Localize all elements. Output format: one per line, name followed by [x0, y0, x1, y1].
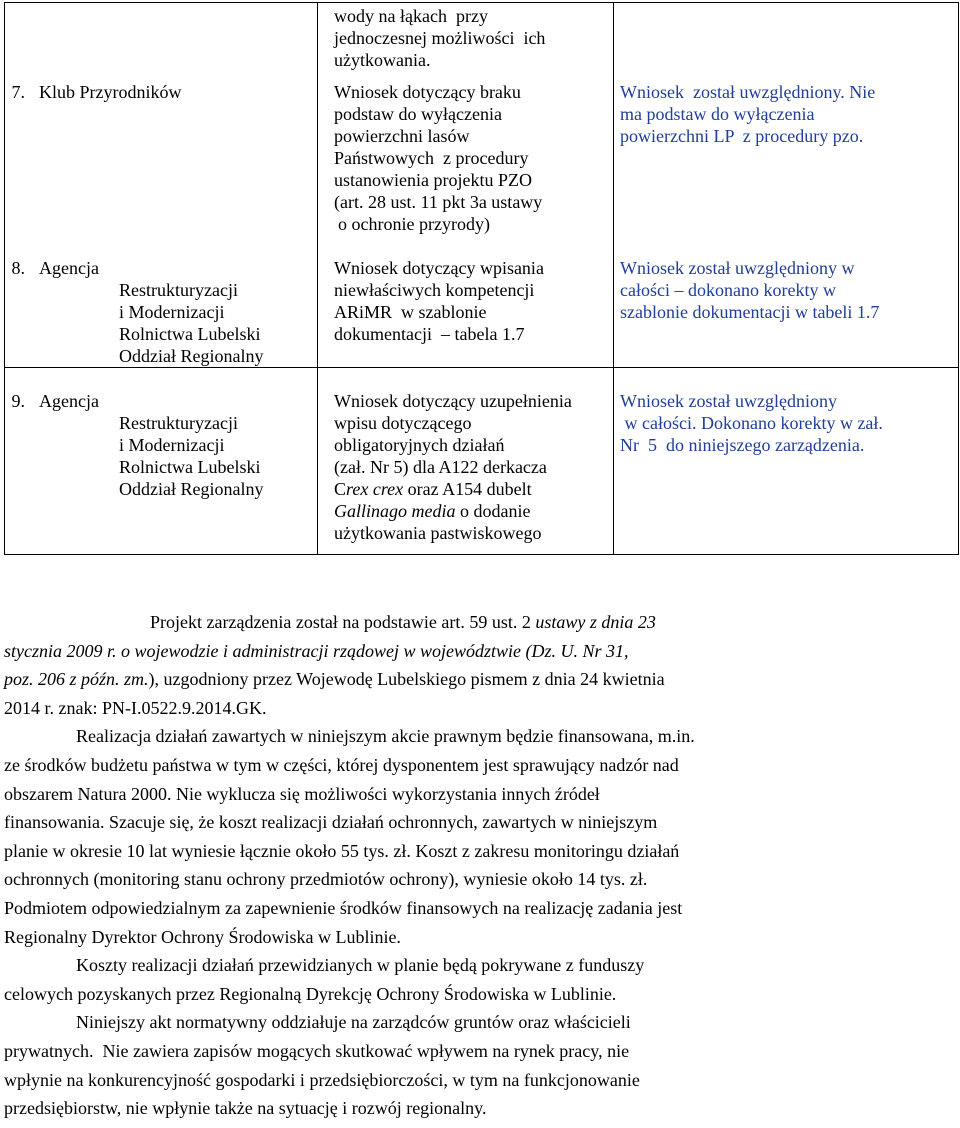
text-line: (art. 28 ust. 11 pkt 3a ustawy — [334, 192, 543, 212]
text-line: Nr 5 do niniejszego zarządzenia. — [620, 435, 865, 455]
row-number: 8. — [11, 258, 25, 278]
row8-request — [334, 257, 544, 345]
justification-text — [4, 608, 952, 1123]
row7-response — [620, 81, 875, 147]
italic-run: Gallinago media — [334, 501, 456, 521]
text-line: Wniosek dotyczący wpisania — [334, 258, 544, 278]
row7-request — [334, 81, 542, 235]
text-line: w całości. Dokonano korekty w zał. — [620, 413, 883, 433]
text-line: Projekt zarządzenia został na podstawie art. 59 ust. 2 ustawy z dnia 23 — [150, 612, 656, 632]
text-line: prywatnych. Nie zawiera zapisów mogących skutkować wpływem na rynek pracy, nie — [4, 1040, 630, 1061]
text-line: podstaw do wyłączenia — [334, 104, 502, 124]
text-line: obszarem Natura 2000. Nie wyklucza się możliwości wykorzystania innych źródeł — [4, 783, 600, 804]
text-line: Wniosek dotyczący braku — [334, 82, 521, 102]
text-line — [4, 608, 952, 637]
text-line: powierzchni LP z procedury pzo. — [620, 126, 864, 146]
text-line: wody na łąkach przy — [334, 6, 488, 26]
org-line: Rolnictwa Lubelski — [119, 457, 261, 477]
text-line: Koszty realizacji działań przewidzianych w planie będą pokrywane z funduszy — [76, 955, 645, 976]
row-number: 9. — [11, 391, 25, 411]
text-line: Wniosek został uwzględniony. Nie — [620, 82, 876, 102]
text-line: Realizacja działań zawartych w niniejszym akcie prawnym będzie finansowana, m.in. — [76, 726, 695, 747]
text-line: 2014 r. znak: PN-I.0522.9.2014.GK. — [4, 697, 267, 718]
text-line: poz. 206 z późn. zm.), uzgodniony przez Wojewodę Lubelskiego pismem z dnia 24 kwietnia — [4, 669, 665, 690]
text-line: jednoczesnej możliwości ich — [334, 28, 546, 48]
text-line: Wniosek został uwzględniony — [620, 391, 837, 411]
text-line: ze środków budżetu państwa w tym w części, której dysponentem jest sprawujący nadzór nad — [4, 754, 679, 775]
text-line: stycznia 2009 r. o wojewodzie i administracji rządowej w województwie (Dz. U. Nr 31, — [4, 640, 629, 661]
text-line: (zał. Nr 5) dla A122 derkacza — [334, 457, 547, 477]
text-line: dokumentacji – tabela 1.7 — [334, 324, 525, 344]
text-line: użytkowania. — [334, 50, 431, 70]
row8-org — [5, 257, 318, 367]
org-cell — [5, 368, 318, 555]
text-line: ochronnych (monitoring stanu ochrony przedmiotów ochrony), wyniesie około 14 tys. zł. — [4, 869, 648, 890]
row-number: 7. — [11, 82, 25, 102]
text-line — [334, 478, 572, 500]
italic-run: ustawy z dnia 23 — [535, 612, 656, 632]
text-line: celowych pozyskanych przez Regionalną Dyrekcję Ochrony Środowiska w Lublinie. — [4, 983, 617, 1004]
org-line: i Modernizacji — [119, 302, 225, 322]
org-cell — [5, 3, 318, 368]
paragraph-legal-basis — [4, 608, 952, 722]
org-line: i Modernizacji — [119, 435, 225, 455]
org-line: Restrukturyzacji — [119, 413, 238, 433]
paragraph-funds — [4, 951, 952, 1008]
paragraph-financing — [4, 722, 952, 951]
italic-run: poz. 206 z późn. zm. — [4, 669, 149, 690]
org-line: Rolnictwa Lubelski — [119, 324, 261, 344]
row9-request — [334, 390, 572, 544]
response-cell — [614, 3, 959, 368]
text-line: Wniosek dotyczący uzupełnienia — [334, 391, 572, 411]
text-line: planie w okresie 10 lat wyniesie łącznie około 55 tys. zł. Koszt z zakresu monitoringu działań — [4, 840, 680, 861]
text-line: użytkowania pastwiskowego — [334, 523, 542, 543]
text-line: ustanowienia projektu PZO — [334, 170, 532, 190]
org-line: Oddział Regionalny — [119, 479, 264, 499]
table-row — [5, 3, 959, 368]
table-row — [5, 368, 959, 555]
text-line: powierzchni lasów — [334, 126, 470, 146]
species-line: Crex crex oraz A154 dubelt — [334, 479, 532, 499]
org-name: Klub Przyrodników — [39, 82, 182, 102]
row8-response — [620, 257, 879, 323]
request-cell — [318, 368, 614, 555]
text-line: przedsiębiorstw, nie wpłynie także na sytuację i rozwój regionalny. — [4, 1098, 487, 1119]
text-line: finansowania. Szacuje się, że koszt realizacji działań ochronnych, zawartych w niniejszym — [4, 812, 658, 833]
text-line: obligatoryjnych działań — [334, 435, 505, 455]
italic-run: rex crex — [346, 479, 404, 499]
paragraph-impact — [4, 1008, 952, 1122]
text-line: ARiMR w szablonie — [334, 302, 487, 322]
text-line: wpisu dotyczącego — [334, 413, 472, 433]
text-line: szablonie dokumentacji w tabeli 1.7 — [620, 302, 880, 322]
row7-org — [5, 81, 318, 103]
request-cell — [318, 3, 614, 368]
org-line: Agencja — [39, 258, 99, 278]
text-line: Niniejszy akt normatywny oddziałuje na zarządców gruntów oraz właścicieli — [76, 1012, 631, 1033]
comments-table — [4, 2, 959, 555]
species-line: Gallinago media o dodanie — [334, 501, 531, 521]
text-line: wpłynie na konkurencyjność gospodarki i przedsiębiorczości, w tym na funkcjonowanie — [4, 1069, 640, 1090]
org-line: Restrukturyzacji — [119, 280, 238, 300]
text-line: ma podstaw do wyłączenia — [620, 104, 815, 124]
text-line: Regionalny Dyrektor Ochrony Środowiska w Lublinie. — [4, 926, 401, 947]
text-line — [334, 500, 572, 522]
text-line: Państwowych z procedury — [334, 148, 529, 168]
text-line: Podmiotem odpowiedzialnym za zapewnienie środków finansowych na realizację zadania jest — [4, 897, 683, 918]
response-cell — [614, 368, 959, 555]
row-top-request — [334, 5, 545, 71]
text-line: Wniosek został uwzględniony w — [620, 258, 855, 278]
text-line: niewłaściwych kompetencji — [334, 280, 535, 300]
org-line: Agencja — [39, 391, 99, 411]
row9-response — [620, 390, 883, 456]
org-line: Oddział Regionalny — [119, 346, 264, 366]
text-line: całości – dokonano korekty w — [620, 280, 836, 300]
row9-org — [5, 390, 318, 500]
text-line: o ochronie przyrody) — [338, 214, 490, 234]
